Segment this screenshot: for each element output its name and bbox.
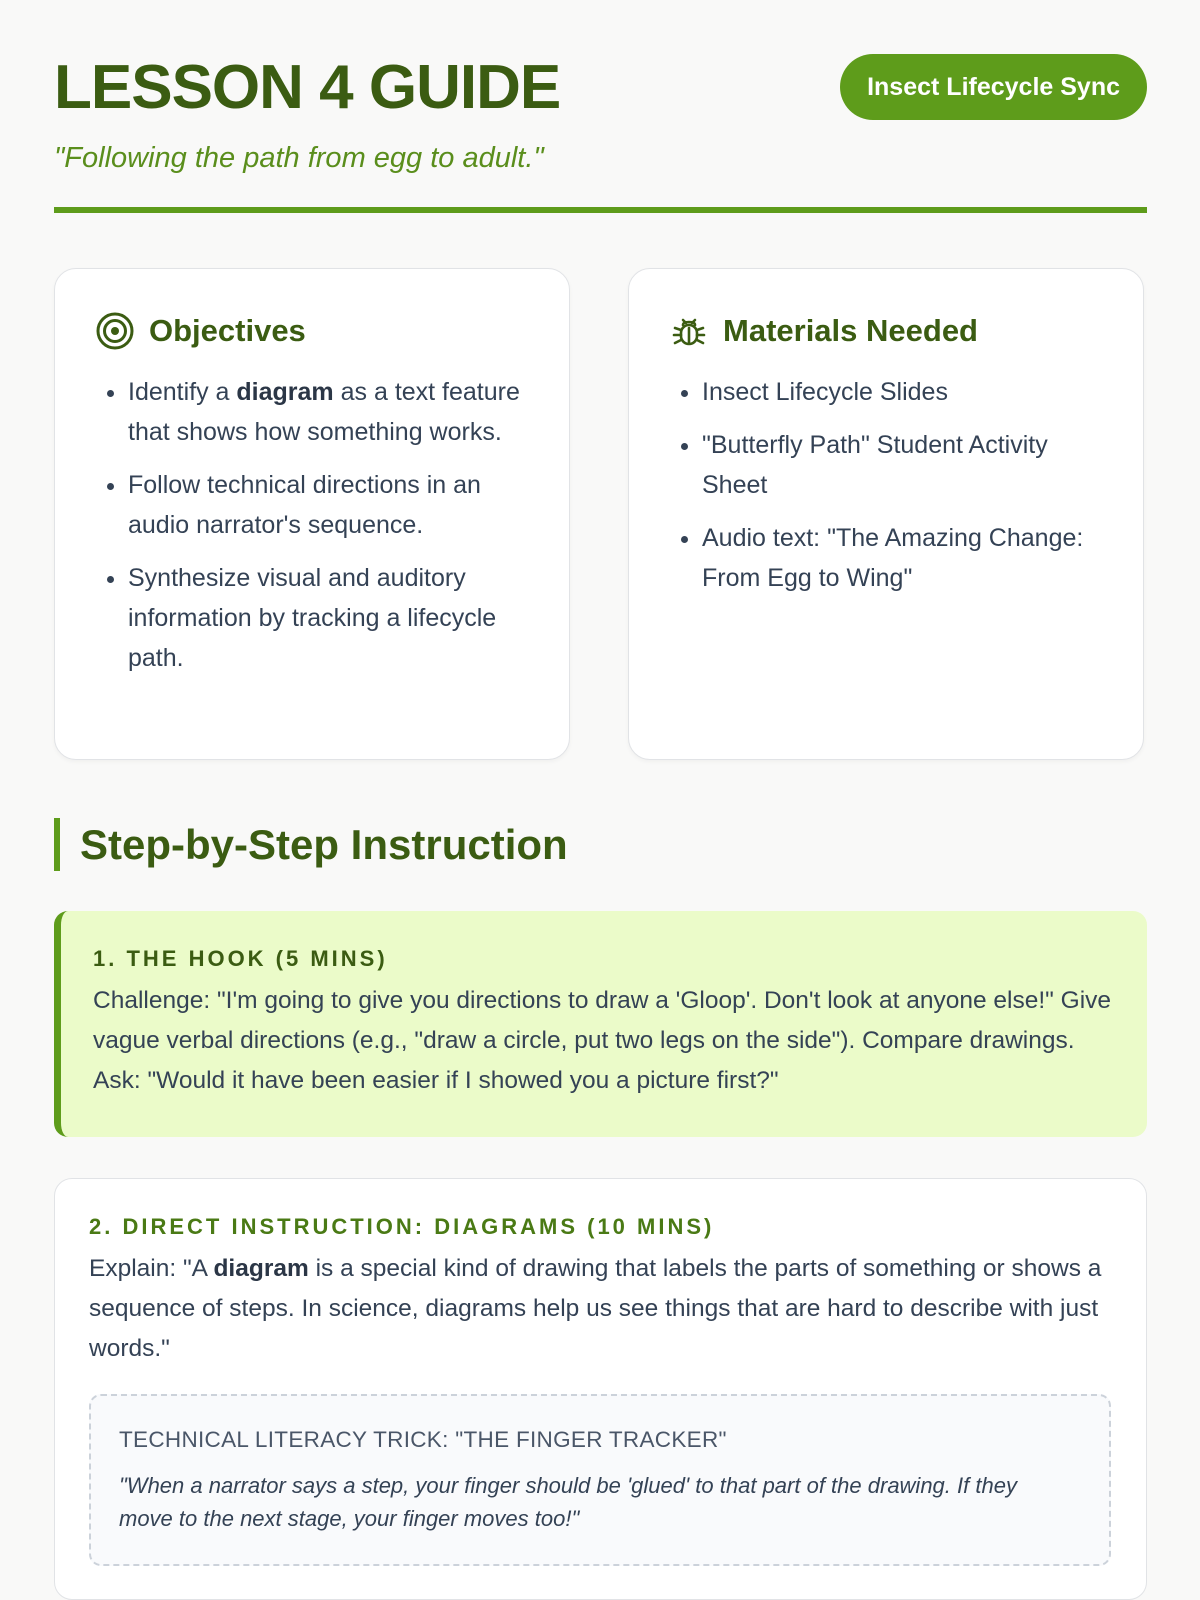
objective-keyword: diagram [236, 378, 334, 406]
objectives-list [95, 372, 535, 691]
direct-step-text [89, 1249, 1112, 1369]
hook-step [54, 911, 1147, 1137]
materials-list [669, 372, 1109, 611]
objectives-header [95, 307, 306, 355]
bug-icon [669, 311, 709, 351]
list-item [128, 372, 535, 452]
header-divider [54, 207, 1147, 213]
hook-step-text: Challenge: "I'm going to give you directions to draw a 'Gloop'. Don't look at anyone else!" Give vague verbal directions (e.g., "draw a circle, put two legs on the side"). Compare drawings. Ask: "Would it have been easier if I showed you a picture first?" [93, 987, 1112, 1094]
lesson-page [54, 0, 1147, 1531]
direct-step-label: 2. DIRECT INSTRUCTION: DIAGRAMS (10 MINS) [89, 1214, 715, 1239]
objective-text-end: as a text feature that shows how something works. [128, 378, 520, 446]
objectives-title: Objectives [149, 313, 306, 348]
hook-step-label: 1. THE HOOK (5 MINS) [93, 946, 388, 971]
lesson-header [54, 0, 1147, 215]
list-item: • Follow technical directions in an audio narrator's sequence. [128, 465, 535, 545]
page-title: LESSON 4 GUIDE [54, 53, 561, 122]
tip-title: TECHNICAL LITERACY TRICK: "THE FINGER TRACKER" [119, 1427, 727, 1452]
objectives-card [54, 268, 570, 760]
page-tagline: "Following the path from egg to adult." [54, 142, 544, 174]
direct-text-end: is a special kind of drawing that labels the parts of something or shows a sequence of steps. In science, diagrams help us see things that are hard to describe with just words." [89, 1255, 1102, 1362]
tip-text: "When a narrator says a step, your finger should be 'glued' to that part of the drawing. If they move to the next stage, your finger moves too!" [119, 1473, 1017, 1531]
target-icon [95, 311, 135, 351]
objective-text-start: Identify a [128, 378, 237, 406]
direct-keyword: diagram [213, 1255, 309, 1282]
materials-title: Materials Needed [723, 313, 978, 348]
instruction-heading [54, 818, 568, 871]
list-item: • Audio text: "The Amazing Change: From Egg to Wing" [702, 518, 1109, 598]
direct-instruction-step [54, 1178, 1147, 1600]
list-item: • Synthesize visual and auditory information by tracking a lifecycle path. [128, 558, 535, 678]
finger-tracker-tip [89, 1394, 1111, 1566]
materials-card [628, 268, 1144, 760]
topic-badge[interactable]: Insect Lifecycle Sync [840, 54, 1147, 120]
list-item: • Insect Lifecycle Slides [702, 372, 1109, 412]
section-title: Step-by-Step Instruction [80, 821, 568, 868]
overview-cards [54, 268, 1147, 762]
direct-text-start: Explain: "A [89, 1255, 214, 1282]
heading-accent-bar [54, 818, 60, 871]
list-item: • "Butterfly Path" Student Activity Sheet [702, 425, 1109, 505]
materials-header [669, 307, 978, 355]
